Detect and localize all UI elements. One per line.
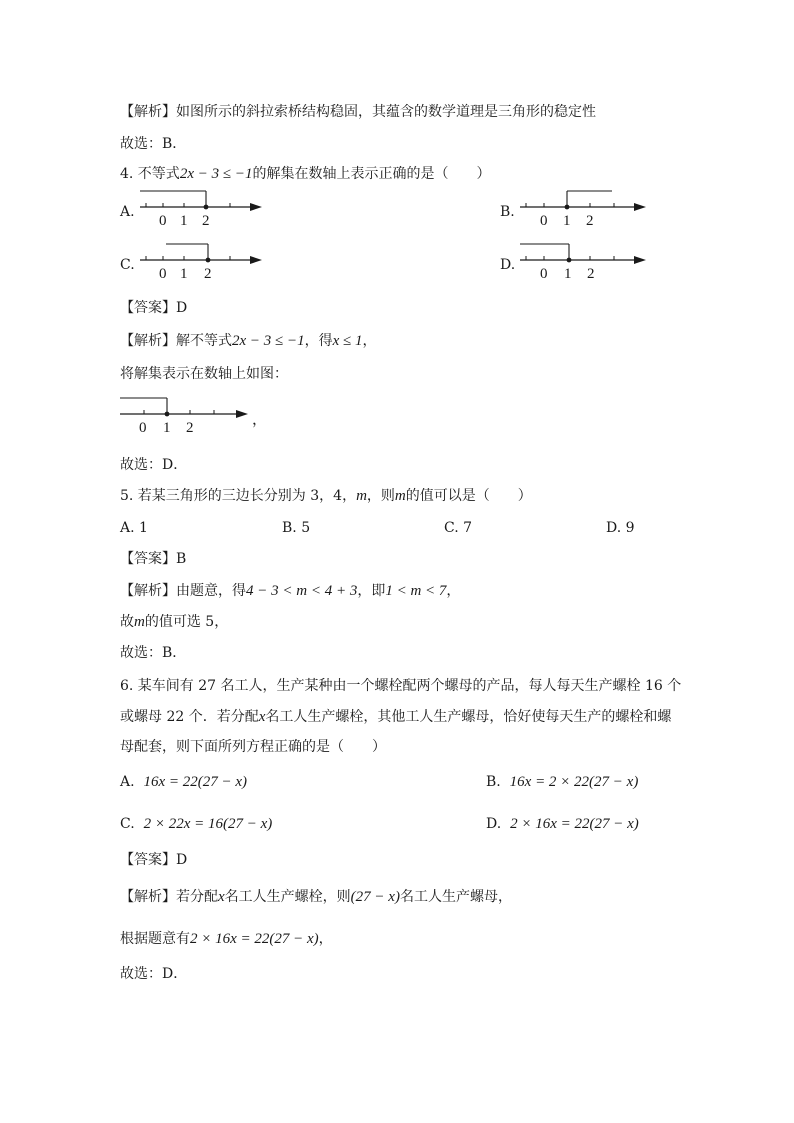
analysis-text: ，得: [304, 333, 333, 349]
option-letter: D.: [486, 816, 502, 832]
tick-label: 0: [540, 266, 548, 282]
analysis-text: 由题意，得: [176, 583, 246, 599]
q4-conclusion: 故选：D．: [120, 457, 188, 473]
q5-stem: [120, 486, 532, 506]
analysis-text: 名工人生产螺栓，则: [224, 889, 351, 905]
analysis-text: ，: [362, 333, 377, 349]
math-var: m: [356, 488, 367, 504]
q3-analysis-line: [120, 102, 596, 122]
q5-option-b: B. 5: [282, 520, 311, 536]
q6-option-a: [120, 772, 247, 792]
q5-option-c: C. 7: [444, 520, 473, 536]
math-expr: 16x = 2 × 22(27 − x): [509, 774, 639, 790]
tick-label: 2: [586, 213, 594, 229]
analysis-text: 故: [120, 614, 134, 630]
math-expr: 2 × 22x = 16(27 − x): [143, 816, 273, 832]
math-expr: x ≤ 1: [332, 333, 363, 349]
q5-answer: [120, 549, 186, 569]
tick-label: 2: [587, 266, 595, 282]
math-expr: 2 × 16x = 22(27 − x): [190, 931, 319, 947]
trailing-comma: ，: [252, 412, 268, 428]
q5-option-a: A. 1: [120, 520, 148, 536]
tick-label: 0: [139, 420, 147, 434]
tick-label: 2: [202, 213, 210, 229]
q6-option-c: [120, 814, 272, 834]
option-letter: B.: [486, 774, 501, 790]
q4-option-d-numberline: [518, 241, 650, 287]
tick-label: 0: [540, 213, 548, 229]
analysis-label: 【解析】: [120, 889, 176, 905]
q4-analysis-line-2: 将解集表示在数轴上如图：: [120, 366, 288, 382]
q6-conclusion: 故选：D．: [120, 966, 188, 982]
axis-arrow: [250, 203, 262, 211]
option-letter: A.: [120, 774, 135, 790]
q4-option-a-letter: A.: [120, 204, 135, 220]
analysis-label: 【解析】: [120, 333, 176, 349]
tick-label: 1: [180, 213, 188, 229]
analysis-text: 的值可选 5，: [144, 614, 229, 630]
q6-option-d: [486, 814, 639, 834]
q6-option-b: [486, 772, 638, 792]
math-expr: (27 − x): [350, 889, 400, 905]
math-expr: 1 < m < 7: [385, 583, 447, 599]
tick-label: 1: [180, 266, 188, 282]
analysis-label: 【解析】: [120, 583, 176, 599]
stem-text: 的值可以是（ ）: [405, 488, 532, 504]
q5-analysis-line: [120, 581, 460, 601]
q4-option-b-letter: B.: [500, 204, 515, 220]
q4-analysis-line: [120, 331, 377, 351]
tick-label: 0: [159, 266, 167, 282]
q4-solution-numberline: [118, 390, 268, 438]
q4-option-c-numberline: [138, 241, 268, 287]
analysis-label: 【解析】: [120, 104, 176, 120]
tick-label: 1: [563, 213, 571, 229]
stem-text: 5. 若某三角形的三边长分别为 3，4，: [120, 488, 357, 504]
math-var: m: [394, 488, 406, 504]
answer-value: B: [176, 551, 187, 567]
math-var: x: [218, 889, 225, 905]
q5-conclusion: 故选：B．: [120, 645, 187, 661]
analysis-text: ，: [318, 931, 333, 947]
tick-label: 2: [186, 420, 194, 434]
tick-label: 0: [159, 213, 167, 229]
stem-text: 名工人生产螺栓，其他工人生产螺母，恰好使每天生产的螺栓和螺: [265, 709, 672, 725]
q5-analysis-line-2: [120, 612, 228, 632]
q4-option-a-numberline: [138, 188, 268, 234]
q4-option-d-letter: D.: [500, 257, 516, 273]
q4-stem: [120, 164, 490, 184]
analysis-text: ，: [446, 583, 461, 599]
q6-stem-line-3: 母配套，则下面所列方程正确的是（ ）: [120, 739, 386, 755]
q4-option-c-letter: C.: [120, 257, 135, 273]
math-expr: 4 − 3 < m < 4 + 3: [246, 583, 358, 599]
q6-analysis-line: [120, 887, 512, 907]
math-expr: 2 × 16x = 22(27 − x): [510, 816, 639, 832]
q5-option-d: D. 9: [606, 520, 635, 536]
answer-label: 【答案】: [120, 852, 176, 868]
analysis-text: ，即: [357, 583, 386, 599]
analysis-text: 若分配: [176, 889, 218, 905]
stem-text: ，则: [366, 488, 395, 504]
analysis-text: 如图所示的斜拉索桥结构稳固，其蕴含的数学道理是三角形的稳定性: [176, 104, 596, 120]
q6-analysis-line-2: [120, 929, 333, 949]
option-letter: C.: [120, 816, 135, 832]
analysis-text: 解不等式: [176, 333, 232, 349]
q4-stem-suffix: 的解集在数轴上表示正确的是（ ）: [252, 166, 491, 182]
math-var: m: [134, 614, 145, 630]
answer-label: 【答案】: [120, 300, 176, 316]
q4-answer: [120, 298, 187, 318]
q6-stem-line-1: 6. 某车间有 27 名工人，生产某种由一个螺栓配两个螺母的产品，每人每天生产螺栓 16 个: [120, 678, 682, 694]
stem-text: 或螺母 22 个．若分配: [120, 709, 259, 725]
math-expr: 2x − 3 ≤ −1: [232, 333, 305, 349]
axis-arrow: [634, 203, 646, 211]
q6-answer: [120, 850, 187, 870]
math-expr: 16x = 22(27 − x): [143, 774, 248, 790]
analysis-text: 名工人生产螺母，: [399, 889, 512, 905]
tick-label: 2: [204, 266, 212, 282]
tick-label: 1: [163, 420, 171, 434]
axis-arrow: [634, 256, 646, 264]
q4-stem-expr: 2x − 3 ≤ −1: [179, 166, 253, 182]
tick-label: 1: [564, 266, 572, 282]
answer-value: D: [176, 852, 188, 868]
axis-arrow: [236, 410, 248, 418]
axis-arrow: [250, 256, 262, 264]
answer-value: D: [176, 300, 188, 316]
analysis-text: 根据题意有: [120, 931, 190, 947]
math-var: x: [258, 709, 266, 725]
answer-label: 【答案】: [120, 551, 176, 567]
q4-option-b-numberline: [518, 188, 650, 234]
q3-conclusion: 故选：B．: [120, 136, 187, 152]
q4-stem-prefix: 4. 不等式: [120, 166, 180, 182]
q6-stem-line-2: [120, 707, 671, 727]
